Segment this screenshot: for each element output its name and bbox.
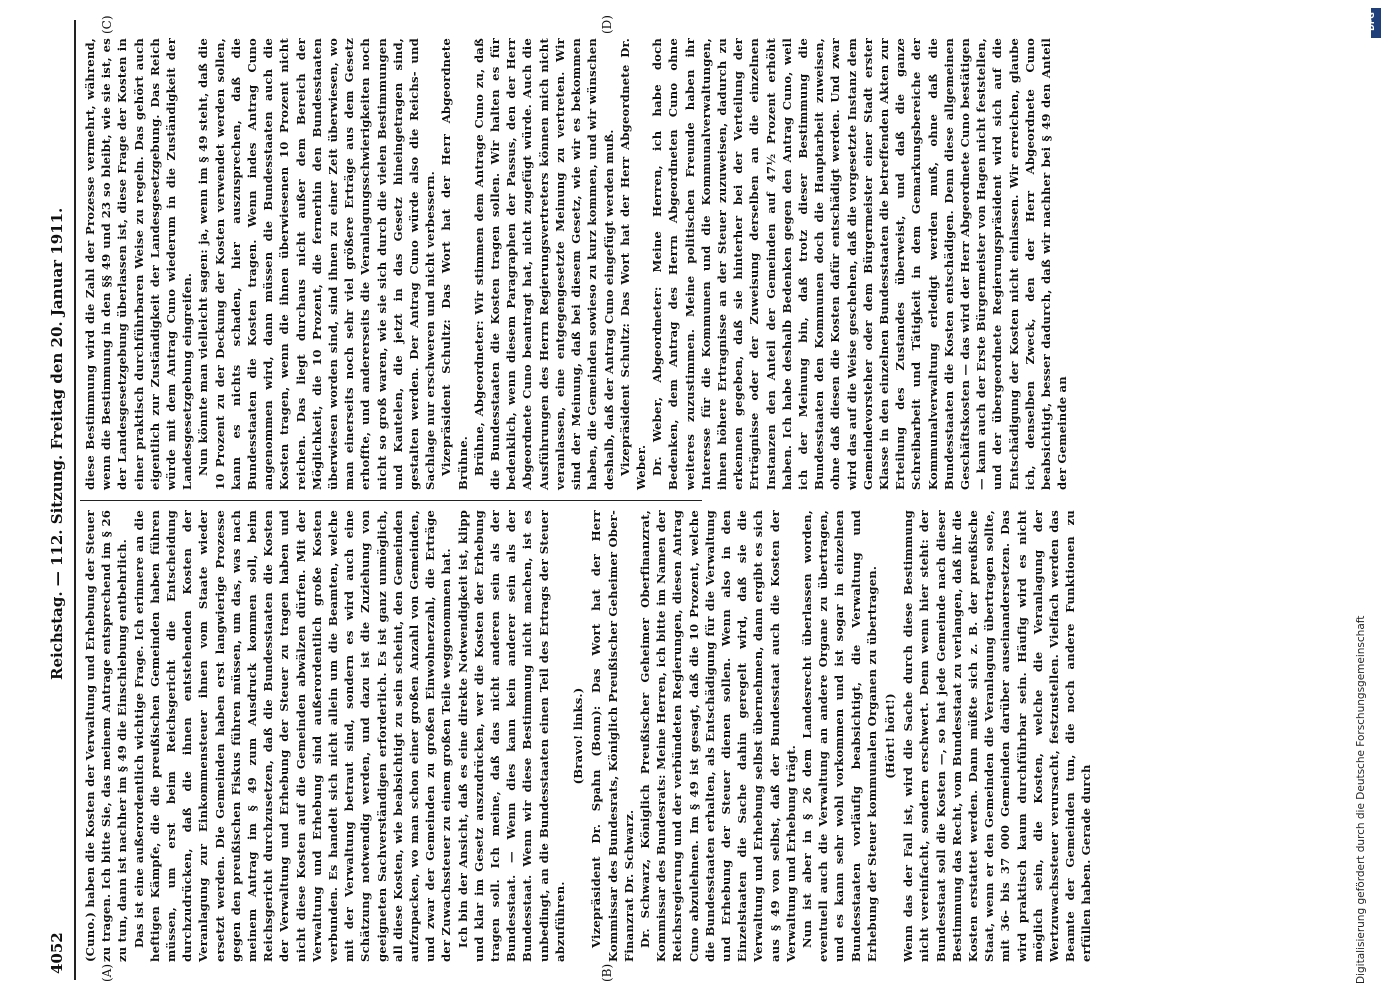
right-text-column (82, 38, 1070, 490)
interjection: (Bravo! links.) (571, 687, 586, 785)
paragraph: Brühne, Abgeordneter: Wir stimmen dem Antrage Cuno zu, daß die Bundesstaaten die Kosten tragen sollen. Wir halten es für bedenklich, wenn diesem Paragraphen der Passus, den der Herr Abgeordnete Cuno beantragt hat, nicht zugefügt würde. Auch die Ausführungen des Herrn Regierungsvertreters können mich nicht veranlassen, eine entgegengesetzte Meinung zu vertreten. Wir sind der Meinung, daß bei diesem Gesetz, wie wir es bekommen haben, die Gemeinden sowieso zu kurz kommen, und wir wünschen deshalb, daß der Antrag Cuno eingefügt werden muß. (471, 38, 616, 490)
paragraph: Ich bin der Ansicht, daß es eine direkte Notwendigkeit ist, klipp und klar im Gesetz auszudrücken, wer die Kosten der Erhebung tragen soll. Ich meine, daß das nicht anderen sein als der Bundesstaat. — Wenn dies kann kein anderer sein als der Bundesstaat. Wenn wir diese Bestimmung nicht machen, ist es unbedingt, an die Bundesstaaten einen Teil des Ertrags der Steuer abzuführen. (455, 510, 567, 962)
dfg-logo-text: DFG (1366, 12, 1376, 31)
paragraph: Dr. Schwarz, Königlich Preußischer Geheimer Oberfinanzrat, Kommissar des Bundesrats: Meine Herren, ich bitte im Namen der Reichsregierung und der verbündeten Regierungen, diesen Antrag Cuno abzulehnen. Im § 49 ist gesagt, daß die 10 Prozent, welche die Bundesstaaten erhalten, als Entschädigung für die Verwaltung und Erhebung der Steuer dienen sollen. Wenn also in den Einzelstaaten die Sache dahin geregelt wird, daß sie die Verwaltung und Erhebung selbst übernehmen, dann ergibt es sich aus § 49 von selbst, daß der Bundesstaat auch die Kosten der Verwaltung und Erhebung trägt. (637, 510, 798, 962)
rotated-page-sheet (40, 15, 1336, 982)
margin-marker-a: (A) (100, 963, 114, 982)
column-divider (80, 500, 702, 501)
interjection: (Hört! hört!) (882, 693, 897, 779)
header-rule (74, 20, 76, 980)
paragraph: Vizepräsident Dr. Spahn (Bonn): Das Wort hat der Herr Kommissar des Bundesrats, Königlich Preußischer Geheimer Ober-Finanzrat Dr. Schwarz. (589, 510, 636, 962)
left-text-column (82, 510, 1095, 962)
page-number: 4052 (48, 932, 66, 974)
margin-marker-d: (D) (600, 15, 614, 34)
paragraph: Vizepräsident Schultz: Das Wort hat der Herr Abgeordnete Dr. Weber. (617, 38, 648, 490)
scanned-page (40, 15, 1336, 982)
paragraph: (Cuno.) haben die Kosten der Verwaltung und Erhebung der Steuer zu tragen. Ich bitte Sie, das meinem Antrage entsprechend im § 26 zu tun, dann ist nachher im § 49 die Einschiebung entbehrlich. (83, 510, 130, 962)
header-title: Reichstag. — 112. Sitzung. Freitag den 20. Januar 1911. (48, 207, 66, 680)
paragraph: Vizepräsident Schultz: Das Wort hat der Herr Abgeordnete Brühne. (439, 38, 470, 490)
paragraph: Das ist eine außerordentlich wichtige Frage. Ich erinnere an die heftigen Kämpfe, die die preußischen Gemeinden haben führen müssen, um erst beim Reichsgericht die Entscheidung durchzudrücken, daß die ihnen entstehenden Kosten der Veranlagung zur Einkommensteuer ihnen vom Staate wieder ersetzt werden. Die Gemeinden haben erst langwierige Prozesse gegen den preußischen Fiskus führen müssen, um das, was nach meinem Antrag im § 49 zum Ausdruck kommen soll, beim Reichsgericht durchzusetzen, daß die Bundesstaaten die Kosten der Verwaltung und Erhebung der Steuer zu tragen haben und nicht diese Kosten auf die Gemeinden abwälzen dürfen. Mit der Verwaltung und Erhebung sind außerordentlich große Kosten verbunden. Es handelt sich nicht allein um die Beamten, welche mit der Verwaltung betraut sind, sondern es wird auch eine Schätzung notwendig werden, und dazu ist die Zuziehung von geeigneten Sachverständigen erforderlich. Es ist ganz unmöglich, all diese Kosten, wie beabsichtigt zu sein scheint, den Gemeinden aufzupacken, wo man schon einer großen Anzahl von Gemeinden, und zwar der Gemeinden zu großen Einwohnerzahl, die Erträge der Zuwachssteuer zu einem großen Teile weggenommen hat. (131, 510, 454, 962)
paragraph: Wenn das der Fall ist, wird die Sache durch diese Bestimmung nicht vereinfacht, sondern erschwert. Denn wenn hier steht: der Bundesstaat soll die Kosten —, so hat jede Gemeinde nach dieser Bestimmung das Recht, vom Bundesstaat zu verlangen, daß ihr die Kosten erstattet werden. Dann müßte sich z. B. der preußische Staat, wenn er den Gemeinden die Veranlagung übertragen sollte, mit 36- bis 37 000 Gemeinden darüber auseinandersetzen. Das wird praktisch kaum durchführbar sein. Häufig wird es nicht möglich sein, die Kosten, welche die Veranlagung der Wertzuwachssteuer verursacht, festzustellen. Vielfach werden das Beamte der Gemeinden tun, die noch andere Funktionen zu erfüllen haben. Gerade durch (901, 510, 1094, 962)
credit-text: Digitalisierung gefördert durch die Deutsche Forschungsgemeinschaft (1355, 615, 1367, 984)
running-header (40, 20, 74, 980)
digitization-credit (1350, 14, 1372, 984)
dfg-logo (1366, 8, 1381, 38)
margin-marker-b: (B) (600, 963, 614, 982)
paragraph: Nun könnte man vielleicht sagen: ja, wenn im § 49 steht, daß die 10 Prozent zu der Deckung der Kosten verwendet werden sollen, kann es nichts schaden, hier auszusprechen, daß die Bundesstaaten die Kosten tragen. Wenn indes Antrag Cuno angenommen wird, dann müssen die Bundesstaaten auch die Kosten tragen, wenn die ihnen überwiesenen 10 Prozent nicht reichen. Das liegt durchaus nicht außer dem Bereich der Möglichkeit, die 10 Prozent, die fernerhin den Bundesstaaten überwiesen worden sind, sind ihnen zu einer Zeit überwiesen, wo man einerseits noch sehr viel größere Erträge aus dem Gesetz erhoffte, und andererseits die Veranlagungsschwierigkeiten noch nicht so groß waren, wie sie sich durch die vielen Bestimmungen und Kautelen, die jetzt in das Gesetz hineingetragen sind, gestalten werden. Der Antrag Cuno würde also die Reichs- und Sachlage nur erschweren und nicht verbessern. (196, 38, 438, 490)
paragraph: Nun ist aber in § 26 dem Landesrecht überlassen worden, eventuell auch die Verwaltung an andere Organe zu übertragen, und es kann sehr wohl vorkommen und ist sogar in einzelnen Bundesstaaten vorläufig beabsichtigt, die Verwaltung und Erhebung der Steuer kommunalen Organen zu übertragen. (799, 510, 879, 962)
paragraph: diese Bestimmung wird die Zahl der Prozesse vermehrt, während, wenn die Bestimmung in den §§ 49 und 23 so bleibt, wie sie ist, es der Landesgesetzgebung überlassen ist, diese Frage der Kosten in einer praktisch durchführbaren Weise zu regeln. Das gehört auch eigentlich zur Zuständigkeit der Landesgesetzgebung. Das Reich würde mit dem Antrag Cuno wiederum in die Zuständigkeit der Landesgesetzgebung eingreifen. (83, 38, 195, 490)
paragraph: Dr. Weber, Abgeordneter: Meine Herren, ich habe doch Bedenken, dem Antrag des Herrn Abgeordneten Cuno ohne weiteres zuzustimmen. Meine politischen Freunde haben ihr Interesse für die Kommunen und die Kommunalverwaltungen, ihnen höhere Ertragnisse an der Steuer zuzuweisen, dadurch zu erkennen gegeben, daß sie hinterher bei der Verteilung der Erträgnisse oder der Zuweisung derselben an die einzelnen Instanzen den Anteil der Gemeinden auf 47½ Prozent erhöht haben. Ich habe deshalb Bedenken gegen den Antrag Cuno, weil ich der Meinung bin, daß trotz dieser Bestimmung die Bundesstaaten den Kommunen doch die Hauptarbeit zuweisen, ohne daß diesen die Kosten dafür entschädigt werden. Und zwar wird das auf die Weise geschehen, daß die vorgesetzte Instanz dem Gemeindevorsteher oder dem Bürgermeister einer Stadt erster Klasse in den einzelnen Bundesstaaten die betreffenden Akten zur Erteilung des Zustandes überweist, und daß die ganze Schreibarbeit und Tätigkeit in dem Gemarkungsbereiche der Kommunalverwaltung erledigt werden muß, ohne daß die Bundesstaaten die Kosten entschädigen. Denn diese allgemeinen Geschäftskosten — das wird der Herr Abgeordnete Cuno bestätigen — kann auch der Erste Bürgermeister von Hagen nicht feststellen, und der übergeordnete Regierungspräsident wird sich auf die Entschädigung der Kosten nicht einlassen. Wir erreichen, glaube ich, denselben Zweck, den der Herr Abgeordnete Cuno beabsichtigt, besser dadurch, daß wir nachher bei § 49 den Anteil der Gemeinde an (650, 38, 1070, 490)
margin-marker-c: (C) (100, 15, 114, 34)
